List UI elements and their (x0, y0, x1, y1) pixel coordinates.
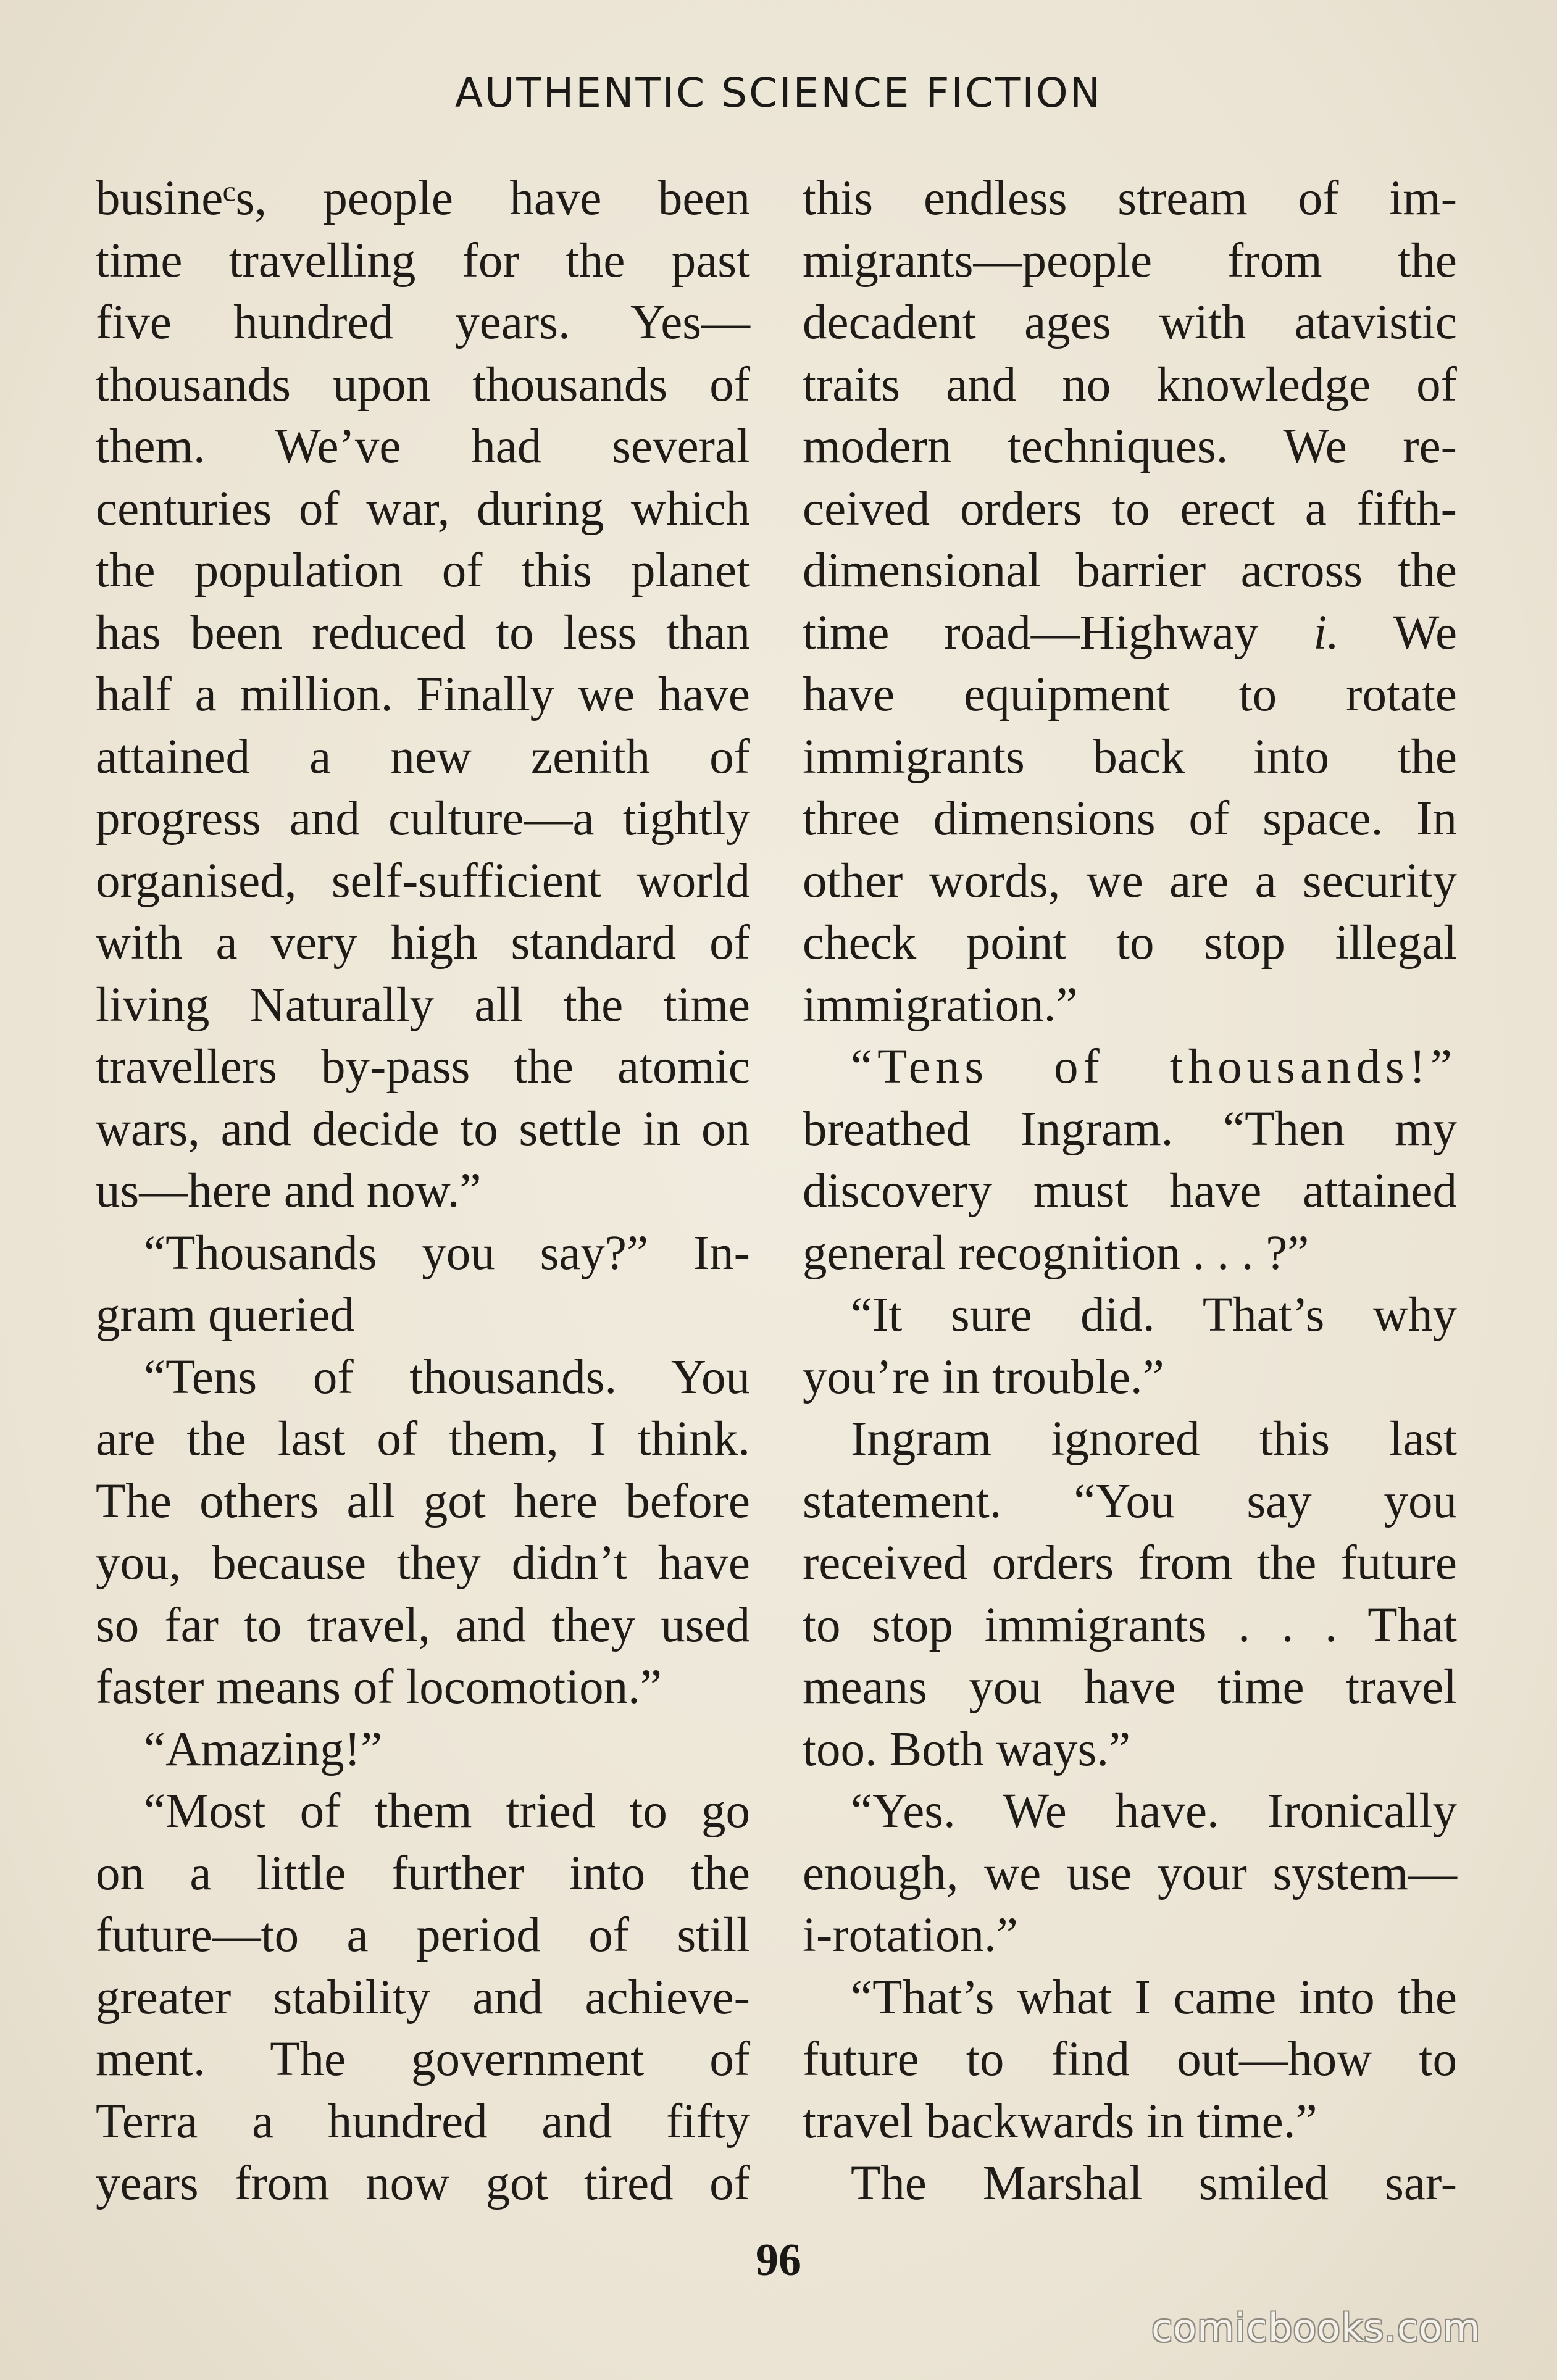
text-line: Ingram ignored this last (851, 1412, 1457, 1466)
text-line: check point to stop illegal (803, 916, 1457, 970)
text-line: modern techniques. We re- (803, 420, 1457, 473)
text-line: immigrants back into the (803, 730, 1457, 784)
text-line: greater stability and achieve- (96, 1970, 750, 2024)
text-line: you, because they didn’t have (96, 1536, 750, 1590)
page-number: 96 (756, 2235, 801, 2286)
text-line: thousands upon thousands of (96, 357, 750, 412)
text-line: this endless stream of im- (803, 172, 1457, 225)
text-line: discovery must have attained (803, 1164, 1457, 1218)
text-line: “Most of them tried to go (144, 1784, 750, 1838)
text-line: gram queried (96, 1288, 354, 1342)
text-line: wars, and decide to settle in on (96, 1102, 750, 1156)
text-line: five hundred years. Yes— (96, 296, 750, 349)
text-line: “Tens of thousands!” (851, 1040, 1457, 1094)
text-line: “It sure did. That’s why (851, 1288, 1457, 1342)
text-line: progress and culture—a tightly (96, 792, 750, 846)
text-line: i-rotation.” (803, 1908, 1018, 1962)
text-line: “Thousands you say?” In- (144, 1226, 750, 1280)
text-line: The others all got here before (96, 1474, 750, 1528)
text-line: decadent ages with atavistic (803, 296, 1457, 349)
text-line: us—here and now.” (96, 1164, 482, 1218)
text-line: have equipment to rotate (803, 668, 1457, 722)
text-line: general recognition . . . ?” (803, 1226, 1309, 1280)
text-line: The Marshal smiled sar- (851, 2157, 1457, 2210)
text-line: attained a new zenith of (96, 730, 750, 784)
text-line: too. Both ways.” (803, 1722, 1131, 1776)
text-line: half a million. Finally we have (96, 668, 750, 722)
site-watermark: comicbooks.com (1151, 2305, 1481, 2350)
text-line: three dimensions of space. In (803, 792, 1457, 846)
text-line: living Naturally all the time (96, 978, 750, 1032)
text-line: breathed Ingram. “Then my (803, 1102, 1457, 1156)
text-line: centuries of war, during which (96, 481, 750, 536)
text-line: traits and no knowledge of (803, 357, 1457, 412)
text-line: so far to travel, and they used (96, 1598, 750, 1652)
text-line: means you have time travel (803, 1660, 1457, 1714)
text-line: travel backwards in time.” (803, 2094, 1317, 2149)
text-line: migrants—people from the (803, 233, 1457, 288)
text-line: ceived orders to erect a fifth- (803, 481, 1457, 536)
text-line: “That’s what I came into the (851, 1970, 1457, 2024)
text-line: future to find out—how to (803, 2033, 1457, 2086)
text-line: “Amazing!” (144, 1722, 383, 1776)
text-line: the population of this planet (96, 544, 750, 597)
text-line: travellers by-pass the atomic (96, 1040, 750, 1094)
text-line: organised, self-sufficient world (96, 854, 750, 908)
text-line: busineᶜs, people have been (96, 172, 750, 225)
text-line: to stop immigrants . . . That (803, 1598, 1457, 1652)
text-line: time travelling for the past (96, 233, 750, 288)
text-line: immigration.” (803, 978, 1078, 1032)
text-line: other words, we are a security (803, 854, 1457, 908)
text-line: on a little further into the (96, 1846, 750, 1900)
text-line: enough, we use your system— (803, 1846, 1457, 1900)
text-line: Terra a hundred and fifty (96, 2094, 750, 2149)
text-line: are the last of them, I think. (96, 1412, 750, 1466)
text-line: them. We’ve had several (96, 420, 750, 473)
text-line: time road—Highway i. We (803, 605, 1458, 660)
text-line: “Yes. We have. Ironically (851, 1784, 1457, 1838)
text-line: future—to a period of still (96, 1908, 750, 1962)
text-line: received orders from the future (803, 1536, 1457, 1590)
running-title: AUTHENTIC SCIENCE FICTION (454, 69, 1103, 117)
text-line: with a very high standard of (96, 916, 750, 970)
text-line: faster means of locomotion.” (96, 1660, 662, 1714)
text-line: years from now got tired of (96, 2157, 750, 2210)
text-line: statement. “You say you (803, 1474, 1457, 1528)
text-line: you’re in trouble.” (803, 1350, 1164, 1404)
text-line: “Tens of thousands. You (144, 1350, 750, 1404)
text-line: has been reduced to less than (96, 605, 750, 660)
right-text-column (803, 168, 1457, 2215)
text-line: dimensional barrier across the (803, 544, 1457, 597)
left-text-column (96, 168, 750, 2215)
text-line: ment. The government of (96, 2033, 750, 2086)
